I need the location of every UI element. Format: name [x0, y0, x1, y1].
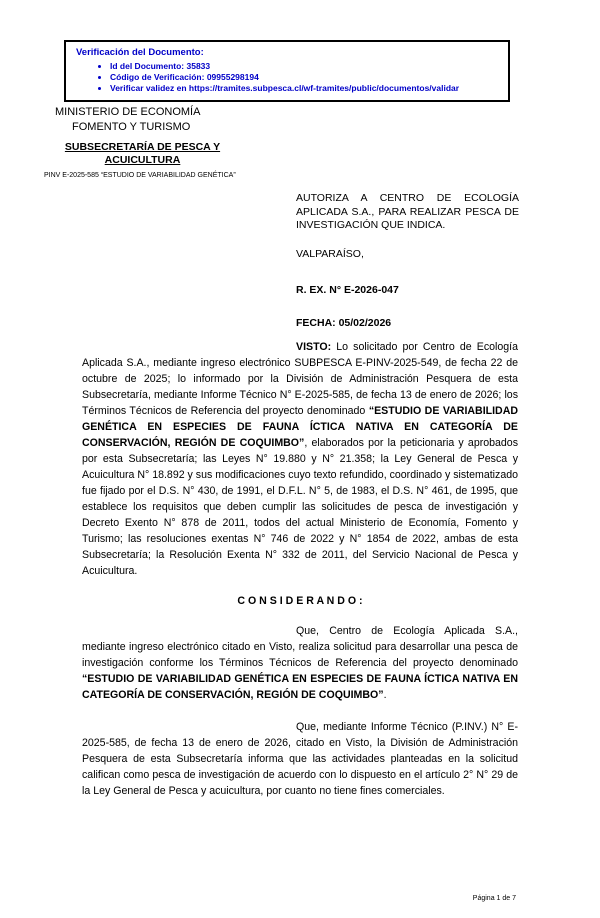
- considerando-heading: C O N S I D E R A N D O :: [237, 595, 363, 607]
- ministry-line-2: FOMENTO Y TURISMO: [72, 121, 191, 133]
- resolution-city: VALPARAÍSO,: [296, 248, 364, 260]
- visto-text-1: Lo solicitado por Centro de Ecología Aplicada S.A., mediante ingreso electrónico SUBPESCA E-PINV-2025-549, de fecha 22 de octubre de 2025; lo informado por la División de Administración Pesquera de esta Subsecretaría, mediante Informe Técnico N° E-2025-585, de fecha 13 de enero de 2026; los Términos Técnicos de Referencia del proyecto denominado: [82, 341, 518, 417]
- project-reference: PINV E-2025-585 “ESTUDIO DE VARIABILIDAD GENÉTICA”: [44, 172, 236, 179]
- visto-project-title: “ESTUDIO DE VARIABILIDAD GENÉTICA EN ESPECIES DE FAUNA ÍCTICA NATIVA EN CATEGORÍA DE CONSERVACIÓN, REGIÓN DE COQUIMBO”: [82, 405, 519, 449]
- considerando-1-text: Que, Centro de Ecología Aplicada S.A., mediante ingreso electrónico citado en Visto, realiza solicitud para desarrollar una pesca de investigación conforme los Términos Técnicos de Referencia del proyecto denominado: [82, 625, 518, 669]
- considerando-paragraph-1: [82, 623, 518, 703]
- resolution-subject: AUTORIZA A CENTRO DE ECOLOGÍA APLICADA S.A., PARA REALIZAR PESCA DE INVESTIGACIÓN QUE INDICA.: [296, 192, 519, 231]
- verification-list: [76, 61, 498, 94]
- resolution-number: R. EX. N° E-2026-047: [296, 284, 399, 296]
- verification-item-document-id: • Id del Documento: 35833: [110, 61, 498, 72]
- considerando-1-end: .: [383, 689, 387, 701]
- visto-label: VISTO:: [296, 341, 332, 353]
- visto-paragraph: [82, 339, 518, 579]
- verification-item-url-link[interactable]: • Verificar validez en https://tramites.subpesca.cl/wf-tramites/public/documentos/validar: [110, 83, 498, 94]
- resolution-date: FECHA: 05/02/2026: [296, 317, 392, 329]
- verification-box: [64, 40, 510, 102]
- document-body: [82, 339, 518, 799]
- considerando-1-project-title: “ESTUDIO DE VARIABILIDAD GENÉTICA EN ESPECIES DE FAUNA ÍCTICA NATIVA EN CATEGORÍA DE CONSERVACIÓN, REGIÓN DE COQUIMBO”: [82, 673, 518, 701]
- considerando-paragraph-2: Que, mediante Informe Técnico (P.INV.) N° E-2025-585, de fecha 13 de enero de 2026, citado en Visto, la División de Administración Pesquera de esta Subsecretaría informa que las actividades planteadas en la solicitud califican como pesca de investigación de acuerdo con lo dispuesto en el artículo 2° N° 29 de la Ley General de Pesca y acuicultura, por cuanto no tiene fines comerciales.: [82, 721, 518, 797]
- subsecretaria-title: SUBSECRETARÍA DE PESCA Y ACUICULTURA: [64, 141, 221, 166]
- ministry-line-1: MINISTERIO DE ECONOMÍA: [55, 106, 201, 118]
- verification-item-code: • Código de Verificación: 09955298194: [110, 72, 498, 83]
- visto-text-2: , elaborados por la peticionaria y aprobados por esta Subsecretaría; las Leyes N° 19.880 y N° 21.358; la Ley General de Pesca y Acuicultura N° 18.892 y sus modificaciones cuyo texto refundido, coordinado y sistematizado fue fijado por el D.S. N° 430, de 1991, el D.F.L. N° 5, de 1983, el D.S. N° 461, de 1995, que establece los requisitos que deben cumplir las solicitudes de pesca de investigación y Decreto Exento N° 878 de 2011, todos del actual Ministerio de Economía, Fomento y Turismo; las resoluciones exentas N° 746 de 2022 y N° 1854 de 2022, ambas de esta Subsecretaría; la Resolución Exenta N° 332 de 2011, del Servicio Nacional de Pesca y Acuicultura.: [82, 437, 518, 577]
- verification-title: Verificación del Documento:: [76, 47, 204, 58]
- page-number: Página 1 de 7: [472, 895, 516, 902]
